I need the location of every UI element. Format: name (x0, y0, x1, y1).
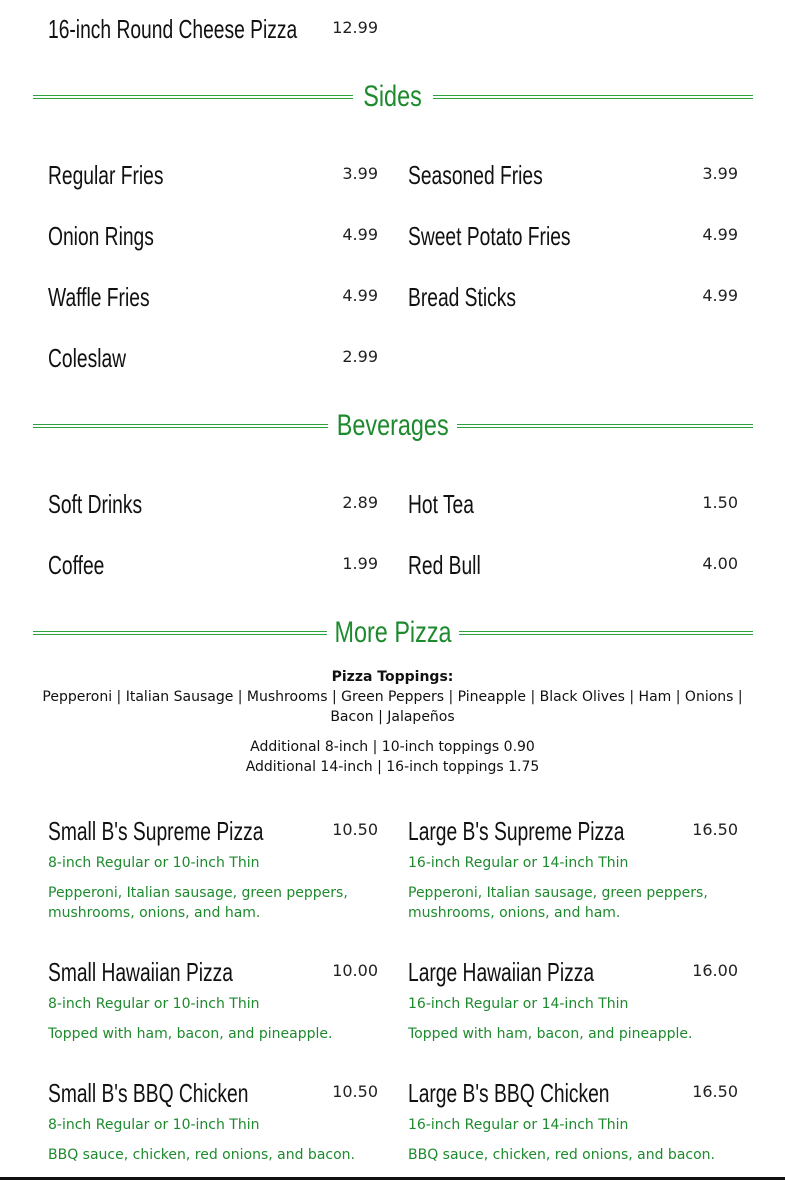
item-description: BBQ sauce, chicken, red onions, and bacon. (48, 1147, 355, 1163)
item-description: Topped with ham, bacon, and pineapple. (48, 1026, 333, 1042)
toppings-label: Pizza Toppings: (331, 669, 454, 685)
item-size: 16-inch Regular or 14-inch Thin (408, 1117, 629, 1133)
item-price: 3.99 (702, 164, 738, 183)
section-heading-sides (33, 77, 753, 117)
section-title: Sides (363, 80, 423, 113)
item-price: 4.99 (342, 225, 378, 244)
item-price: 16.50 (692, 1082, 738, 1101)
section-title: More Pizza (334, 616, 452, 649)
item-name: Red Bull (408, 550, 481, 580)
item-name: Small B's BBQ Chicken (48, 1078, 249, 1108)
item-price: 4.99 (702, 225, 738, 244)
item-size: 16-inch Regular or 14-inch Thin (408, 855, 629, 871)
item-price: 1.50 (702, 493, 738, 512)
item-name: Seasoned Fries (408, 160, 543, 190)
section-heading-beverages (33, 406, 753, 446)
item-name: Regular Fries (48, 160, 164, 190)
item-name: Large B's Supreme Pizza (408, 816, 625, 846)
item-description: Topped with ham, bacon, and pineapple. (408, 1026, 693, 1042)
item-price: 10.50 (332, 1082, 378, 1101)
item-price: 3.99 (342, 164, 378, 183)
item-price: 12.99 (332, 18, 378, 37)
item-name: Large B's BBQ Chicken (408, 1078, 610, 1108)
additional-toppings-large: Additional 14-inch | 16-inch toppings 1.75 (245, 759, 540, 775)
item-description: Pepperoni, Italian sausage, green peppers, mushrooms, onions, and ham. (408, 885, 708, 921)
item-price: 4.00 (702, 554, 738, 573)
item-price: 4.99 (342, 286, 378, 305)
item-name: Large Hawaiian Pizza (408, 957, 595, 987)
toppings-list: Pepperoni | Italian Sausage | Mushrooms | Green Peppers | Pineapple | Black Olives | Ham | Onions | Bacon | Jalapeños (42, 689, 743, 725)
item-price: 16.00 (692, 961, 738, 980)
item-price: 10.00 (332, 961, 378, 980)
item-description: Pepperoni, Italian sausage, green peppers, mushrooms, onions, and ham. (48, 885, 348, 921)
section-title: Beverages (337, 409, 449, 442)
item-size: 8-inch Regular or 10-inch Thin (48, 996, 260, 1012)
item-name: 16-inch Round Cheese Pizza (48, 14, 298, 44)
item-price: 2.99 (342, 347, 378, 366)
item-size: 8-inch Regular or 10-inch Thin (48, 855, 260, 871)
item-name: Small Hawaiian Pizza (48, 957, 233, 987)
item-price: 1.99 (342, 554, 378, 573)
item-name: Sweet Potato Fries (408, 221, 571, 251)
item-name: Waffle Fries (48, 282, 150, 312)
item-size: 16-inch Regular or 14-inch Thin (408, 996, 629, 1012)
section-heading-more-pizza (33, 613, 753, 653)
item-price: 10.50 (332, 820, 378, 839)
item-name: Bread Sticks (408, 282, 517, 312)
item-description: BBQ sauce, chicken, red onions, and bacon. (408, 1147, 715, 1163)
item-price: 2.89 (342, 493, 378, 512)
item-name: Coffee (48, 550, 105, 580)
item-price: 16.50 (692, 820, 738, 839)
item-price: 4.99 (702, 286, 738, 305)
item-name: Onion Rings (48, 221, 154, 251)
item-size: 8-inch Regular or 10-inch Thin (48, 1117, 260, 1133)
item-name: Small B's Supreme Pizza (48, 816, 264, 846)
item-name: Hot Tea (408, 489, 474, 519)
item-name: Coleslaw (48, 343, 127, 373)
additional-toppings-small: Additional 8-inch | 10-inch toppings 0.90 (250, 739, 535, 755)
item-name: Soft Drinks (48, 489, 143, 519)
